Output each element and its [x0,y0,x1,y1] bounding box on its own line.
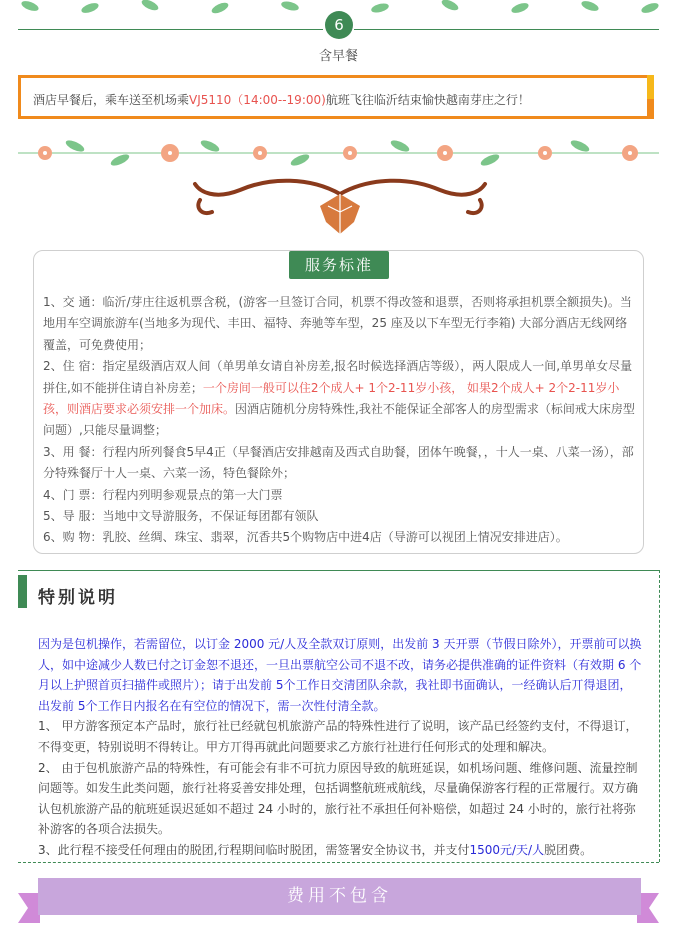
day-divider-right [354,29,659,30]
itinerary-box [18,75,654,119]
special-notes-body [38,634,643,861]
excluded-costs-title: 费用不包含 [287,886,392,906]
special-note-3-text: 3、此行程不接受任何理由的脱团,行程期间临时脱团，需签署安全协议书，并支付 [38,842,470,857]
special-notes-accent-bar [18,575,27,608]
service-item-transport: 1、交 通：临沂/芽庄往返机票含税，(游客一旦签订合同，机票不得改签和退票，否则将承担机票全额损失)。当地用车空调旅游车(当地多为现代、丰田、福特、奔驰等车型，25 座及以下车型无行李箱) 大部分酒店无线网络覆盖，可免费使用； [43,295,632,352]
special-note-1: 1、 甲方游客预定本产品时，旅行社已经就包机旅游产品的特殊性进行了说明，该产品已经签约支付，不得退订，不得变更，特别说明不得转让。甲方丌得再就此问题要求乙方旅行社进行任何形式的处理和解决。 [38,719,638,754]
special-note-3-fee: 1500元/天/人 [469,842,545,857]
lodging-note: 因酒店随机分房特殊性,我社不能保证全部客人的房型需求（标间戒大床房型问题）,只能尽量调整； [43,402,635,438]
special-notes-title: 特别说明 [38,588,118,608]
special-notes-bottom-border [18,862,659,863]
deposit-policy: 因为是包机操作，若需留位，以订金 2000 元/人及全款双订原则，出发前 3 天开票（节假日除外），开票前可以换人，如中途减少人数已付之订金恕不退还，一旦出票航空公司不退不改，请务必提供准确的证件资料（有效期 6 个月以上护照首页扫描件或照片）；请于出发前 5个工作日交清团队余款，我社即书面确认，一经确认后丌得退团，出发前 5个工作日内报名在有空位的情况下，需一次性付清全款。 [38,637,642,713]
special-note-3-end: 脱团费。 [544,842,593,857]
service-item-shopping: 6、购 物：乳胶、丝绸、珠宝、翡翠，沉香共5个购物店中进4店（导游可以视团上情况安排进店）。 [43,530,568,545]
itinerary-suffix: 航班飞往临沂结束愉快越南芽庄之行！ [325,93,530,107]
day-number-badge: 6 [325,11,353,39]
service-item-guide: 5、导 服：当地中文导游服务，不保证每团都有领队 [43,509,319,524]
ribbon-tail-left-icon [18,893,40,923]
leaf-ornament-icon [180,172,500,242]
itinerary-accent-strip [647,75,654,99]
service-item-meals: 3、用 餐：行程内所列餐食5早4正（早餐酒店安排越南及西式自助餐，团体午晚餐，，十人一桌、八菜一汤），部分特殊餐厅十人一桌、六菜一汤，特色餐除外； [43,444,634,481]
itinerary-prefix: 酒店早餐后，乘车送至机场乘 [33,93,190,107]
special-note-2: 2、 由于包机旅游产品的特殊性，有可能会有非不可抗力原因导致的航班延误，如机场问题、维修问题、流量控制问题等。如发生此类问题，旅行社将妥善安排处理，包括调整航班戒航线，尽量确保游客行程的正常履行。双方确认包机旅游产品的航班延误迟延如不超过 24 小时的，旅行社不承担任何补赔偿，如超过 24 小时的，旅行社将弥补游客的各项合法损失。 [38,760,639,837]
itinerary-flight: VJ5110（14:00--19:00) [189,93,326,107]
service-standard-body [43,292,637,549]
service-item-tickets: 4、门 票：行程内列明参观景点的第一大门票 [43,487,283,502]
service-standard-title: 服务标准 [289,251,389,279]
special-note-3 [38,840,643,861]
meal-label: 含早餐 [318,49,358,64]
day-divider-left [18,29,323,30]
flower-vine-decoration [0,138,677,168]
lodging-highlight: 一个房间一般可以住2个成人+ 1个2-11岁小孩， 如果2个成人+ 2个2-11岁小孩，则酒店要求必须安排一个加床。 [43,380,620,417]
special-notes-top-border [18,570,659,571]
special-notes-right-border [659,570,660,862]
itinerary-text [33,91,530,108]
lodging-text: 2、住 宿：指定星级酒店双人间（单男单女请自补房差,报名时候选择酒店等级），两人限成人一间,单男单女尽量拼住,如不能拼住请自补房差； [43,359,633,395]
service-item-lodging [43,356,637,442]
